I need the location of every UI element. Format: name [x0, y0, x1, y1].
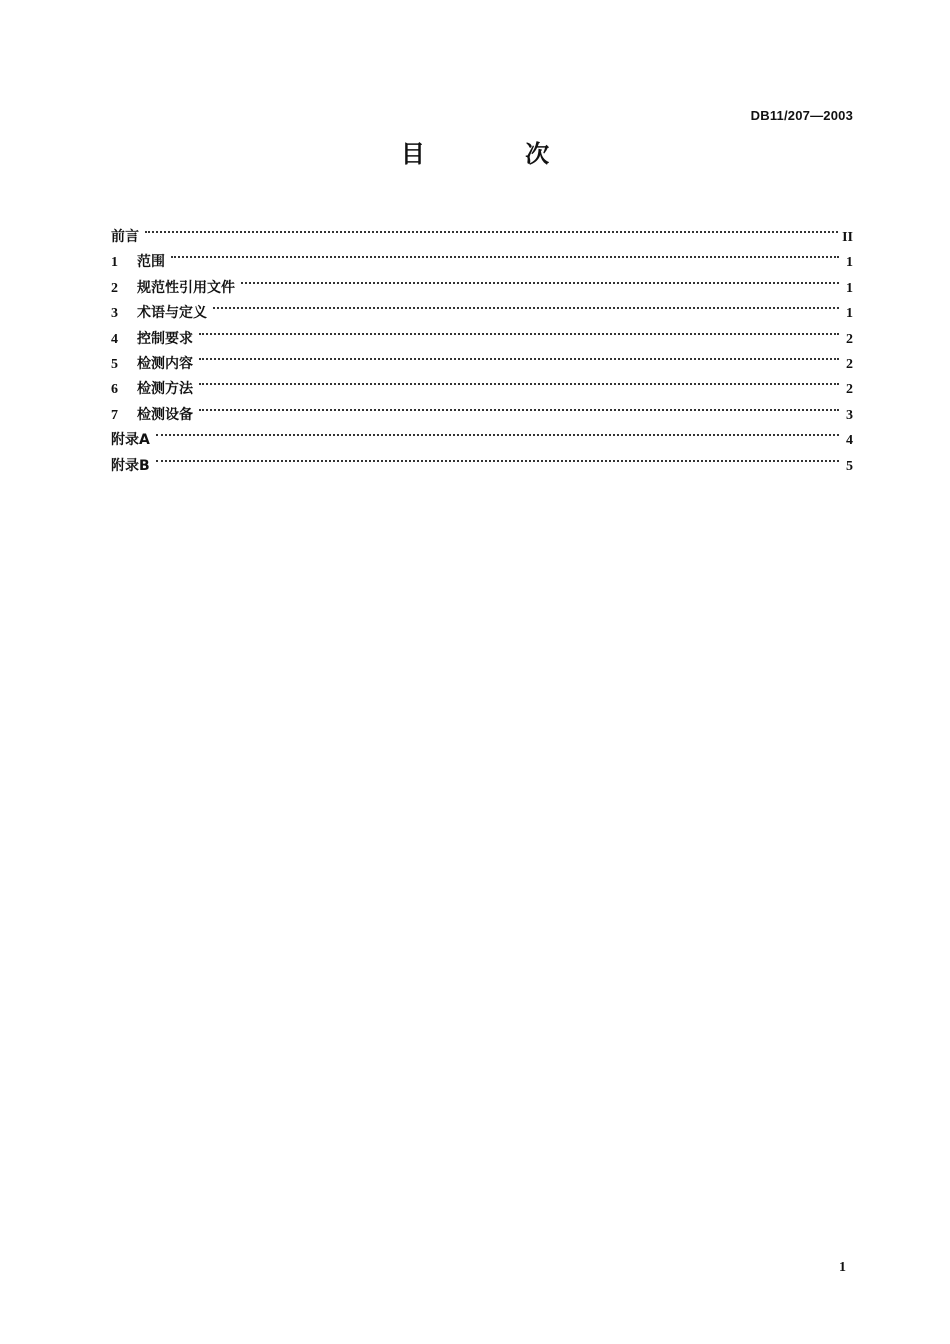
toc-dot-leader [199, 394, 839, 419]
toc-entry-control-requirements[interactable] [111, 318, 853, 347]
toc-entry-test-equipment[interactable] [111, 394, 853, 423]
toc-entry-label: 前言 [111, 229, 139, 245]
toc-dot-leader [156, 445, 839, 470]
toc-dot-leader [171, 241, 839, 266]
toc-entry-label: 控制要求 [137, 330, 193, 347]
toc-dot-leader [199, 368, 839, 393]
toc-entry-page: 2 [846, 382, 853, 398]
toc-entry-page: 2 [846, 331, 853, 347]
toc-entry-appendix-b[interactable] [111, 445, 853, 474]
toc-entry-number: 4 [111, 331, 118, 347]
toc-entry-label: 检测设备 [137, 406, 193, 423]
toc-dot-leader [199, 318, 839, 343]
toc-entry-page: 4 [846, 433, 853, 449]
toc-entry-page: 1 [846, 255, 853, 271]
toc-entry-number: 6 [111, 382, 118, 398]
toc-entry-label: 术语与定义 [137, 305, 207, 322]
toc-entry-label: 检测内容 [137, 355, 193, 372]
toc-entry-page: II [842, 230, 853, 245]
toc-entry-terms-definitions[interactable] [111, 292, 853, 322]
toc-entry-test-content[interactable] [111, 343, 853, 372]
toc-entry-number: 2 [111, 280, 118, 296]
page-title: 目 次 [400, 140, 596, 168]
toc-dot-leader [145, 216, 838, 241]
toc-entry-page: 5 [846, 458, 853, 474]
toc-entry-page: 1 [846, 280, 853, 296]
toc-entry-number: 1 [111, 255, 118, 271]
standard-code: DB11/207—2003 [750, 108, 853, 123]
toc-entry-page: 2 [846, 356, 853, 372]
toc-dot-leader [213, 292, 839, 317]
toc-entry-label: 附录B [111, 457, 150, 474]
toc-entry-label: 附录A [111, 432, 150, 449]
toc-entry-label: 检测方法 [137, 381, 193, 398]
toc-dot-leader [241, 267, 839, 292]
toc-entry-number: 5 [111, 356, 118, 372]
page-number: 1 [839, 1260, 846, 1275]
toc-entry-appendix-a[interactable] [111, 419, 853, 449]
table-of-contents [111, 216, 853, 474]
toc-entry-number: 3 [111, 306, 118, 322]
toc-entry-page: 1 [846, 306, 853, 322]
toc-entry-foreword[interactable] [111, 216, 853, 245]
toc-dot-leader [199, 343, 839, 368]
toc-entry-normative-references[interactable] [111, 267, 853, 296]
toc-entry-label: 规范性引用文件 [137, 279, 235, 296]
toc-entry-test-methods[interactable] [111, 368, 853, 398]
toc-entry-page: 3 [846, 407, 853, 423]
toc-dot-leader [156, 419, 839, 444]
toc-entry-scope[interactable] [111, 241, 853, 271]
toc-entry-label: 范围 [137, 254, 165, 271]
toc-entry-number: 7 [111, 407, 118, 423]
